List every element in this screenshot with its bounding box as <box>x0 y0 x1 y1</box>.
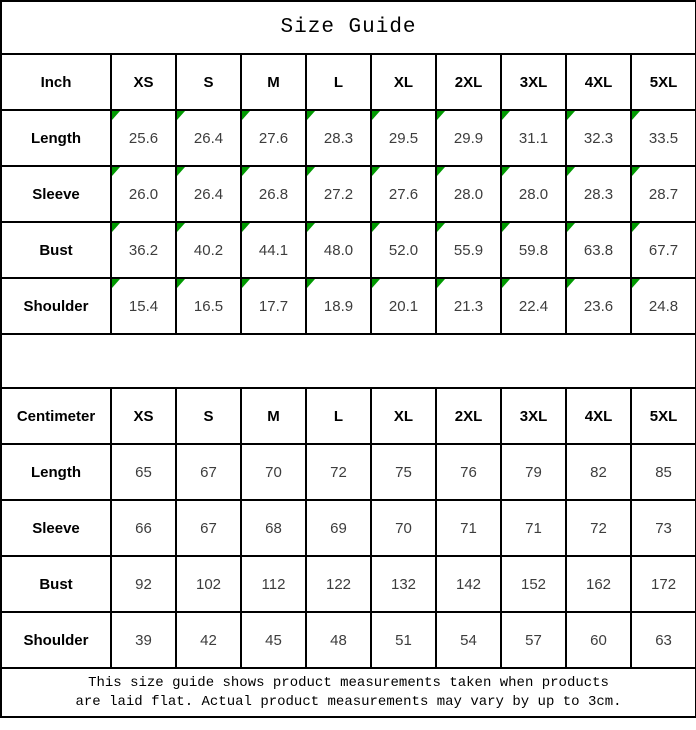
measurement-cell: 66 <box>111 500 176 556</box>
cm-shoulder-row <box>1 612 696 668</box>
cell-flag-triangle-icon <box>177 279 185 288</box>
row-label-bust: Bust <box>1 222 111 278</box>
measurement-value: 20.1 <box>388 297 419 315</box>
measurement-value: 16.5 <box>193 297 224 315</box>
size-header-cell: 5XL <box>631 388 696 444</box>
inch-sleeve-row <box>1 166 696 222</box>
cell-flag-triangle-icon <box>307 223 315 232</box>
cm-sleeve-row <box>1 500 696 556</box>
cell-flag-triangle-icon <box>177 111 185 120</box>
size-header-cell: XL <box>371 388 436 444</box>
measurement-cell: 68 <box>241 500 306 556</box>
size-header-cell: M <box>241 388 306 444</box>
measurement-cell <box>566 166 631 222</box>
measurement-cell <box>371 222 436 278</box>
measurement-cell: 67 <box>176 500 241 556</box>
measurement-value: 27.6 <box>388 185 419 203</box>
cell-flag-triangle-icon <box>437 279 445 288</box>
size-header-cell: L <box>306 54 371 110</box>
measurement-value: 63.8 <box>583 241 614 259</box>
inch-header-row <box>1 54 696 110</box>
measurement-cell <box>111 278 176 334</box>
cell-flag-triangle-icon <box>372 167 380 176</box>
cm-bust-row <box>1 556 696 612</box>
measurement-cell: 65 <box>111 444 176 500</box>
cell-flag-triangle-icon <box>502 279 510 288</box>
measurement-cell <box>436 110 501 166</box>
measurement-value: 26.8 <box>258 185 289 203</box>
cell-flag-triangle-icon <box>567 167 575 176</box>
size-header-cell: XS <box>111 54 176 110</box>
measurement-cell: 152 <box>501 556 566 612</box>
size-header-cell: 2XL <box>436 54 501 110</box>
measurement-cell: 70 <box>371 500 436 556</box>
measurement-cell <box>111 166 176 222</box>
measurement-value: 27.6 <box>258 129 289 147</box>
measurement-value: 59.8 <box>518 241 549 259</box>
cell-flag-triangle-icon <box>112 223 120 232</box>
measurement-value: 28.3 <box>323 129 354 147</box>
measurement-value: 25.6 <box>128 129 159 147</box>
measurement-cell <box>241 222 306 278</box>
measurement-value: 27.2 <box>323 185 354 203</box>
measurement-cell: 102 <box>176 556 241 612</box>
measurement-cell: 79 <box>501 444 566 500</box>
cell-flag-triangle-icon <box>177 167 185 176</box>
cell-flag-triangle-icon <box>437 167 445 176</box>
inch-length-row <box>1 110 696 166</box>
measurement-cell <box>631 278 696 334</box>
inch-bust-row <box>1 222 696 278</box>
cell-flag-triangle-icon <box>437 223 445 232</box>
cell-flag-triangle-icon <box>242 223 250 232</box>
cm-length-row <box>1 444 696 500</box>
measurement-cell: 57 <box>501 612 566 668</box>
measurement-cell: 132 <box>371 556 436 612</box>
measurement-cell <box>176 278 241 334</box>
measurement-cell <box>501 110 566 166</box>
size-header-cell: M <box>241 54 306 110</box>
measurement-cell <box>306 166 371 222</box>
measurement-value: 26.4 <box>193 185 224 203</box>
measurement-cell <box>501 166 566 222</box>
measurement-cell <box>631 166 696 222</box>
measurement-value: 18.9 <box>323 297 354 315</box>
measurement-value: 36.2 <box>128 241 159 259</box>
measurement-value: 17.7 <box>258 297 289 315</box>
size-guide-note <box>1 668 696 717</box>
measurement-cell: 63 <box>631 612 696 668</box>
measurement-value: 40.2 <box>193 241 224 259</box>
size-header-cell: S <box>176 388 241 444</box>
measurement-cell <box>371 278 436 334</box>
measurement-cell: 85 <box>631 444 696 500</box>
measurement-cell: 92 <box>111 556 176 612</box>
measurement-value: 15.4 <box>128 297 159 315</box>
cell-flag-triangle-icon <box>567 223 575 232</box>
measurement-cell: 172 <box>631 556 696 612</box>
cm-header-row <box>1 388 696 444</box>
cell-flag-triangle-icon <box>502 167 510 176</box>
measurement-cell: 42 <box>176 612 241 668</box>
row-label-shoulder: Shoulder <box>1 278 111 334</box>
measurement-cell <box>371 110 436 166</box>
cell-flag-triangle-icon <box>177 223 185 232</box>
row-label-shoulder: Shoulder <box>1 612 111 668</box>
measurement-cell <box>501 222 566 278</box>
cell-flag-triangle-icon <box>242 111 250 120</box>
cell-flag-triangle-icon <box>567 111 575 120</box>
row-label-bust: Bust <box>1 556 111 612</box>
measurement-value: 31.1 <box>518 129 549 147</box>
note-line-1: This size guide shows product measurements taken when products <box>88 674 609 691</box>
size-header-cell: 3XL <box>501 54 566 110</box>
measurement-cell <box>306 278 371 334</box>
cell-flag-triangle-icon <box>567 279 575 288</box>
cell-flag-triangle-icon <box>502 223 510 232</box>
measurement-value: 67.7 <box>648 241 679 259</box>
size-header-cell: 2XL <box>436 388 501 444</box>
measurement-cell <box>176 222 241 278</box>
measurement-cell: 69 <box>306 500 371 556</box>
size-header-cell: 5XL <box>631 54 696 110</box>
measurement-value: 22.4 <box>518 297 549 315</box>
cell-flag-triangle-icon <box>437 111 445 120</box>
row-label-sleeve: Sleeve <box>1 500 111 556</box>
measurement-value: 55.9 <box>453 241 484 259</box>
measurement-cell: 122 <box>306 556 371 612</box>
measurement-cell: 112 <box>241 556 306 612</box>
measurement-cell: 39 <box>111 612 176 668</box>
measurement-cell <box>241 278 306 334</box>
measurement-cell <box>501 278 566 334</box>
row-label-sleeve: Sleeve <box>1 166 111 222</box>
measurement-cell <box>436 278 501 334</box>
table-spacer <box>1 334 696 388</box>
measurement-cell <box>631 110 696 166</box>
measurement-cell: 76 <box>436 444 501 500</box>
measurement-cell <box>371 166 436 222</box>
measurement-cell <box>111 222 176 278</box>
size-header-cell: XL <box>371 54 436 110</box>
measurement-value: 28.3 <box>583 185 614 203</box>
measurement-cell <box>566 110 631 166</box>
measurement-value: 28.0 <box>453 185 484 203</box>
measurement-cell: 48 <box>306 612 371 668</box>
measurement-cell <box>176 110 241 166</box>
inch-unit-label: Inch <box>1 54 111 110</box>
measurement-cell <box>566 278 631 334</box>
row-label-length: Length <box>1 110 111 166</box>
measurement-cell: 72 <box>306 444 371 500</box>
measurement-cell <box>436 166 501 222</box>
measurement-cell: 70 <box>241 444 306 500</box>
cell-flag-triangle-icon <box>632 223 640 232</box>
cell-flag-triangle-icon <box>372 223 380 232</box>
measurement-cell: 67 <box>176 444 241 500</box>
measurement-cell: 71 <box>501 500 566 556</box>
size-header-cell: XS <box>111 388 176 444</box>
measurement-value: 29.9 <box>453 129 484 147</box>
cell-flag-triangle-icon <box>632 167 640 176</box>
size-header-cell: S <box>176 54 241 110</box>
measurement-cell: 60 <box>566 612 631 668</box>
cell-flag-triangle-icon <box>502 111 510 120</box>
inch-shoulder-row <box>1 278 696 334</box>
cell-flag-triangle-icon <box>632 279 640 288</box>
cell-flag-triangle-icon <box>632 111 640 120</box>
measurement-cell <box>176 166 241 222</box>
measurement-value: 21.3 <box>453 297 484 315</box>
measurement-cell <box>306 222 371 278</box>
measurement-value: 26.4 <box>193 129 224 147</box>
measurement-cell: 75 <box>371 444 436 500</box>
measurement-cell: 51 <box>371 612 436 668</box>
measurement-value: 52.0 <box>388 241 419 259</box>
measurement-value: 29.5 <box>388 129 419 147</box>
measurement-cell <box>241 110 306 166</box>
measurement-cell <box>241 166 306 222</box>
measurement-cell <box>306 110 371 166</box>
measurement-cell: 82 <box>566 444 631 500</box>
cell-flag-triangle-icon <box>307 167 315 176</box>
cell-flag-triangle-icon <box>112 279 120 288</box>
measurement-value: 32.3 <box>583 129 614 147</box>
measurement-value: 33.5 <box>648 129 679 147</box>
cell-flag-triangle-icon <box>372 279 380 288</box>
measurement-value: 28.0 <box>518 185 549 203</box>
size-header-cell: 3XL <box>501 388 566 444</box>
measurement-value: 48.0 <box>323 241 354 259</box>
cell-flag-triangle-icon <box>307 111 315 120</box>
note-line-2: are laid flat. Actual product measurements may vary by up to 3cm. <box>75 693 622 710</box>
measurement-value: 44.1 <box>258 241 289 259</box>
measurement-cell <box>111 110 176 166</box>
row-label-length: Length <box>1 444 111 500</box>
cell-flag-triangle-icon <box>242 167 250 176</box>
cell-flag-triangle-icon <box>242 279 250 288</box>
measurement-cell: 45 <box>241 612 306 668</box>
size-header-cell: L <box>306 388 371 444</box>
size-header-cell: 4XL <box>566 54 631 110</box>
measurement-value: 23.6 <box>583 297 614 315</box>
measurement-cell: 54 <box>436 612 501 668</box>
measurement-cell: 73 <box>631 500 696 556</box>
cell-flag-triangle-icon <box>112 167 120 176</box>
measurement-cell: 72 <box>566 500 631 556</box>
measurement-value: 26.0 <box>128 185 159 203</box>
cm-unit-label: Centimeter <box>1 388 111 444</box>
measurement-cell <box>631 222 696 278</box>
measurement-value: 24.8 <box>648 297 679 315</box>
measurement-cell <box>436 222 501 278</box>
cell-flag-triangle-icon <box>307 279 315 288</box>
cell-flag-triangle-icon <box>112 111 120 120</box>
measurement-cell: 142 <box>436 556 501 612</box>
measurement-cell <box>566 222 631 278</box>
measurement-value: 28.7 <box>648 185 679 203</box>
page-title: Size Guide <box>1 1 696 54</box>
measurement-cell: 162 <box>566 556 631 612</box>
measurement-cell: 71 <box>436 500 501 556</box>
cell-flag-triangle-icon <box>372 111 380 120</box>
size-header-cell: 4XL <box>566 388 631 444</box>
